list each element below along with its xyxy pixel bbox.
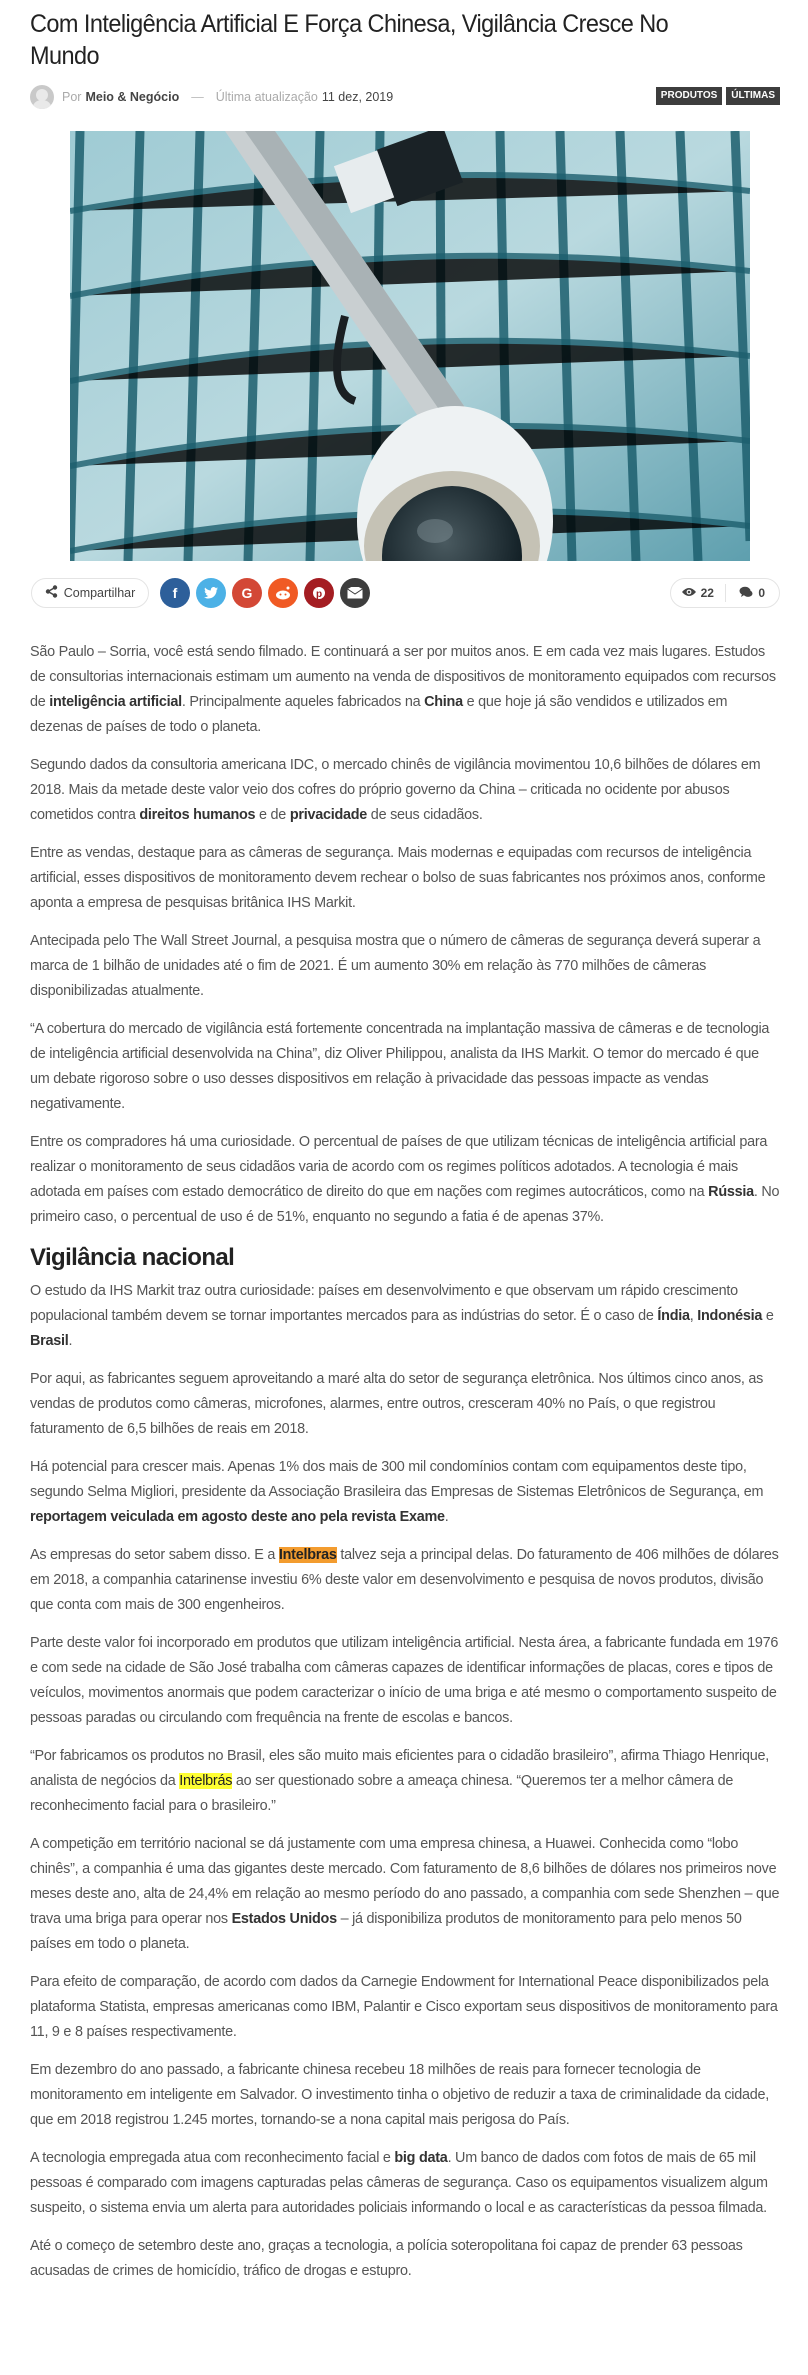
paragraph: Parte deste valor foi incorporado em produtos que utilizam inteligência artificial. Nesta área, a fabricante fundada em 1976 e com sede na cidade de São José trabalha com câmeras capazes de identificar informações de placas, cores e tipos de veículos, movimentos anormais que podem caracterizar o início de uma briga e até mesmo o comportamento suspeito de pessoas paradas ou circulando com frequência na frente de escolas e bancos. (30, 1635, 779, 1726)
bold-link[interactable]: direitos humanos (139, 807, 256, 823)
bold-link[interactable]: big data (394, 2150, 448, 2166)
bold-link[interactable]: Estados Unidos (231, 1911, 337, 1927)
paragraph: Há potencial para crescer mais. Apenas 1% dos mais de 300 mil condomínios contam com equipamentos deste tipo, segundo Selma Migliori, presidente da Associação Brasileira das Empresas de Sistemas Eletrônicos de Segurança, em reportagem veiculada em agosto deste ano pela revista Exame. (30, 1459, 764, 1525)
section-heading: Vigilância nacional (30, 1244, 235, 1271)
paragraph: Até o começo de setembro deste ano, graças a tecnologia, a polícia soteropolitana foi capaz de prender 63 pessoas acusadas de crimes de homicídio, tráfico de drogas e estupro. (30, 2238, 743, 2279)
featured-image (70, 131, 750, 561)
paragraph: “A cobertura do mercado de vigilância está fortemente concentrada na implantação massiva de câmeras e de tecnologia de inteligência artificial desenvolvida na China”, diz Oliver Philippou, analista da IHS Markit. O temor do mercado é que um debate rigoroso sobre o uso desses dispositivos em relação à privacidade das pessoas impacte as vendas negativamente. (30, 1021, 770, 1112)
share-bar (30, 576, 780, 616)
paragraph: Entre os compradores há uma curiosidade. O percentual de países de que utilizam técnicas de inteligência artificial para realizar o monitoramento de seus cidadãos varia de acordo com os regimes políticos adotados. A tecnologia é mais adotada em países com estado democrático de direito do que em nações com regimes autocráticos, como na Rússia. No primeiro caso, o percentual de uso é de 51%, enquanto no segundo a fatia é de apenas 37%. (30, 1134, 780, 1225)
paragraph: Entre as vendas, destaque para as câmeras de segurança. Mais modernas e equipadas com recursos de inteligência artificial, esses dispositivos de monitoramento devem rechear o bolso de suas fabricantes nos próximos anos, conforme aponta a empresa de pesquisas britânica IHS Markit. (30, 845, 766, 911)
email-icon[interactable] (340, 578, 370, 608)
paragraph: Em dezembro do ano passado, a fabricante chinesa recebeu 18 milhões de reais para fornecer tecnologia de monitoramento em inteligente em Salvador. O investimento tinha o objetivo de reduzir a taxa de criminalidade da cidade, que em 2018 registrou 1.245 mortes, tornando-se a nona capital mais perigosa do País. (30, 2062, 769, 2128)
paragraph: “Por fabricamos os produtos no Brasil, eles são muito mais eficientes para o cidadão brasileiro”, afirma Thiago Henrique, analista de negócios da Intelbrás ao ser questionado sobre a ameaça chinesa. “Queremos ter a melhor câmera de reconhecimento facial para o brasileiro.” (30, 1748, 769, 1814)
avatar[interactable] (30, 85, 54, 109)
meta-separator: — (191, 90, 204, 104)
bold-link[interactable]: Índia (657, 1308, 690, 1324)
paragraph: Segundo dados da consultoria americana IDC, o mercado chinês de vigilância movimentou 10,6 bilhões de dólares em 2018. Mais da metade deste valor veio dos cofres do próprio governo da China – criticada no ocidente por abusos cometidos contra direitos humanos e de privacidade de seus cidadãos. (30, 757, 761, 823)
paragraph: Por aqui, as fabricantes seguem aproveitando a maré alta do setor de segurança eletrônica. Nos últimos cinco anos, as vendas de produtos como câmeras, microfones, alarmes, entre outros, cresceram 40% no País, o que registrou faturamento de 6,5 bilhões de reais em 2018. (30, 1371, 764, 1437)
bold-link[interactable]: Brasil (30, 1333, 69, 1349)
paragraph: A tecnologia empregada atua com reconhecimento facial e big data. Um banco de dados com fotos de mais de 65 mil pessoas é comparado com imagens capturadas pelas câmeras de segurança. Caso os equipamentos visualizem algum suspeito, o sistema envia um alerta para autoridades policiais informando o local e as características da pessoa filmada. (30, 2150, 768, 2216)
share-label: Compartilhar (63, 586, 136, 600)
twitter-icon[interactable] (196, 578, 226, 608)
views-count: 22 (671, 586, 725, 600)
share-icon (45, 585, 58, 601)
paragraph: São Paulo – Sorria, você está sendo filmado. E continuará a ser por muitos anos. E em cada vez mais lugares. Estudos de consultorias internacionais estimam um aumento na venda de dispositivos de monitoramento equipados com recursos de inteligência artificial. Principalmente aqueles fabricados na China e que hoje já são vendidos e utilizados em dezenas de países de todo o planeta. (30, 644, 776, 735)
category-badge[interactable]: PRODUTOS (656, 87, 723, 105)
bold-link[interactable]: reportagem veiculada em agosto deste ano pela revista Exame (30, 1509, 445, 1525)
category-badge[interactable]: ÚLTIMAS (726, 87, 780, 105)
svg-text:p: p (315, 589, 323, 600)
paragraph: Para efeito de comparação, de acordo com dados da Carnegie Endowment for International Peace disponibilizados pela plataforma Statista, empresas americanas como IBM, Palantir e Cisco exportam seus dispositivos de monitoramento para 11, 9 e 8 países respectivamente. (30, 1974, 778, 2040)
bold-link[interactable]: China (424, 694, 463, 710)
security-camera-photo-icon (70, 131, 750, 561)
bold-link[interactable]: Rússia (708, 1184, 754, 1200)
paragraph: Antecipada pelo The Wall Street Journal, a pesquisa mostra que o número de câmeras de segurança deverá superar a marca de 1 bilhão de unidades até o fim de 2021. É um aumento 30% em relação às 770 milhões de câmeras disponibilizadas atualmente. (30, 933, 761, 999)
post-date: 11 dez, 2019 (321, 90, 394, 104)
pinterest-icon[interactable] (304, 578, 334, 608)
eye-icon (682, 586, 696, 600)
share-button[interactable] (31, 578, 149, 608)
reddit-icon[interactable] (268, 578, 298, 608)
comments-count[interactable]: 0 (726, 586, 780, 601)
category-badges (656, 87, 780, 105)
author-link[interactable]: Meio & Negócio (85, 90, 180, 104)
paragraph: O estudo da IHS Markit traz outra curiosidade: países em desenvolvimento e que observam um rápido crescimento populacional também devem se tornar importantes mercados para as indústrias do setor. É o caso de Índia, Indonésia e Brasil. (30, 1283, 774, 1349)
post-stats (670, 578, 780, 608)
post-meta (30, 84, 780, 110)
article-title: Com Inteligência Artificial E Força Chinesa, Vigilância Cresce No Mundo (30, 10, 669, 70)
highlighted-term[interactable]: Intelbrás (179, 1773, 233, 1789)
comments-icon (739, 586, 753, 601)
article-body (30, 640, 782, 2297)
paragraph: A competição em território nacional se dá justamente com uma empresa chinesa, a Huawei. Conhecida como “lobo chinês”, a companhia é uma das gigantes deste mercado. Com faturamento de 8,6 bilhões de dólares nos primeiros nove meses deste ano, alta de 24,4% em relação ao mesmo período do ano passado, a companhia com sede Shenzhen – que trava uma briga para operar nos Estados Unidos – já disponibiliza produtos de monitoramento para pelo menos 50 países em todo o planeta. (30, 1836, 780, 1952)
updated-label: Última atualização (215, 90, 318, 104)
facebook-icon[interactable]: f (160, 578, 190, 608)
bold-link[interactable]: privacidade (289, 807, 368, 823)
bold-link[interactable]: Indonésia (697, 1308, 763, 1324)
google-icon[interactable]: G (232, 578, 262, 608)
by-label: Por (62, 90, 82, 104)
highlighted-term[interactable]: Intelbras (278, 1547, 337, 1563)
paragraph: As empresas do setor sabem disso. E a Intelbras talvez seja a principal delas. Do faturamento de 406 milhões de dólares em 2018, a companhia catarinense investiu 6% deste valor em desenvolvimento e pesquisa de novos produtos, divisão que conta com mais de 300 engenheiros. (30, 1547, 779, 1613)
bold-link[interactable]: inteligência artificial (49, 694, 182, 710)
